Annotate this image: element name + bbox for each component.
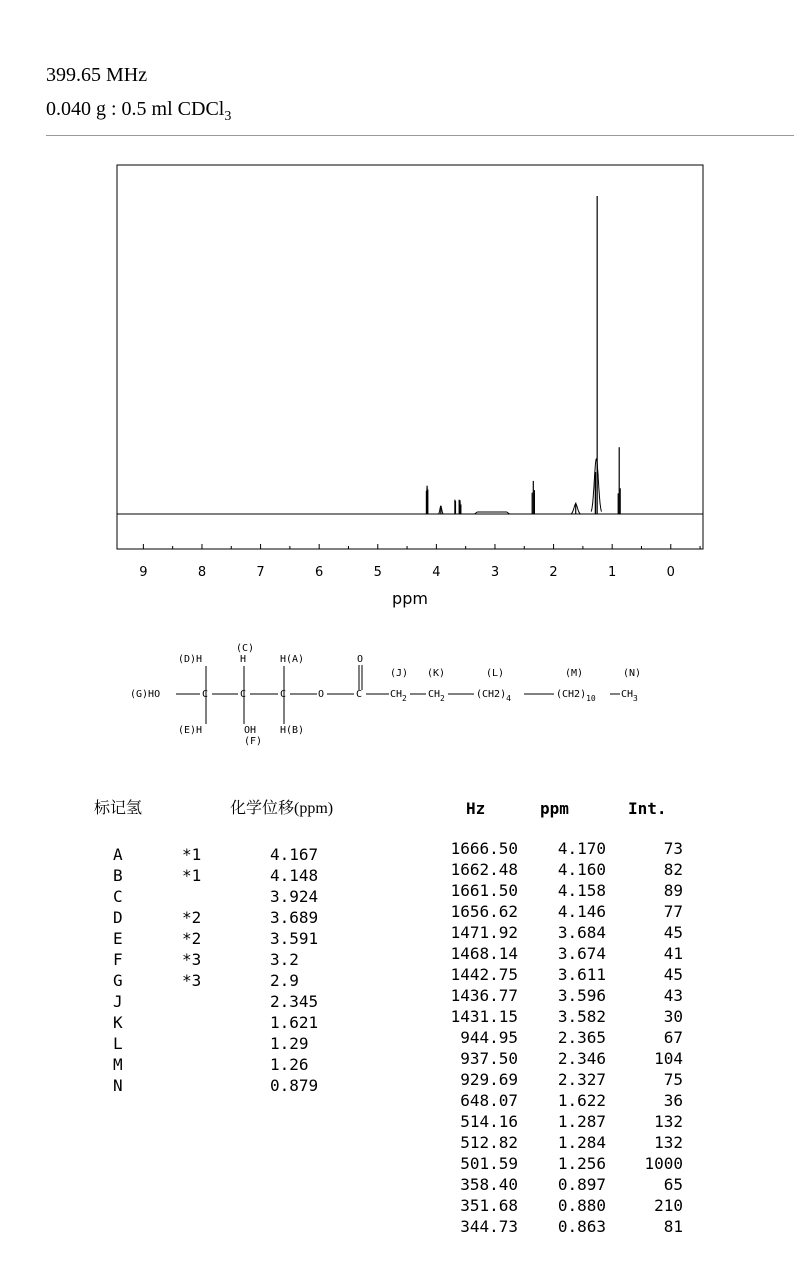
peak-int: 1000 bbox=[644, 1154, 683, 1173]
peak-ppm: 4.146 bbox=[557, 902, 606, 921]
atom-c3: C bbox=[280, 689, 287, 700]
assign-shift: 1.29 bbox=[270, 1034, 309, 1053]
assign-label: D bbox=[113, 908, 123, 927]
label-D: (D)H bbox=[178, 654, 203, 665]
group-ch3-n: $CH_3$ bbox=[621, 689, 638, 703]
peak-ppm: 0.897 bbox=[557, 1175, 606, 1194]
assign-label: B bbox=[113, 866, 123, 885]
peak-int: 210 bbox=[654, 1196, 683, 1215]
peak-hz: 1656.62 bbox=[450, 902, 518, 921]
label-M: (M) bbox=[565, 668, 584, 679]
sample-text: 0.040 g : 0.5 ml CDCl bbox=[46, 98, 225, 120]
label-J: (J) bbox=[390, 668, 409, 679]
assign-shift: 2.9 bbox=[270, 971, 299, 990]
assign-note: *2 bbox=[182, 929, 202, 948]
atom-o-ester: O bbox=[318, 689, 325, 700]
peak-header-int: Int. bbox=[628, 799, 667, 818]
label-B: H(B) bbox=[280, 725, 305, 736]
peak-int: 45 bbox=[663, 923, 683, 942]
assign-label: J bbox=[113, 992, 123, 1011]
peak-int: 77 bbox=[663, 902, 683, 921]
peak-hz: 344.73 bbox=[460, 1217, 518, 1236]
group-ch2-k: $CH_2$ bbox=[428, 689, 445, 703]
atom-c4: C bbox=[356, 689, 363, 700]
label-O-top: O bbox=[357, 654, 364, 665]
assign-header-label: 标记氢 bbox=[94, 800, 143, 817]
peak-ppm: 3.596 bbox=[557, 986, 606, 1005]
x-tick-label: 0 bbox=[666, 565, 675, 580]
peak-ppm: 1.256 bbox=[557, 1154, 606, 1173]
label-F: (F) bbox=[244, 736, 263, 747]
assign-shift: 3.924 bbox=[270, 887, 319, 906]
x-tick-label: 6 bbox=[315, 565, 324, 580]
peak-int: 43 bbox=[663, 986, 683, 1005]
assign-shift: 0.879 bbox=[270, 1076, 319, 1095]
peak-hz: 514.16 bbox=[460, 1112, 518, 1131]
peak-int: 45 bbox=[663, 965, 683, 984]
assign-label: K bbox=[113, 1013, 123, 1032]
peak-hz: 648.07 bbox=[460, 1091, 518, 1110]
sample-subscript: 3 bbox=[224, 109, 232, 124]
assign-shift: 4.148 bbox=[270, 866, 319, 885]
assign-shift: 3.689 bbox=[270, 908, 319, 927]
peak-hz: 1662.48 bbox=[450, 860, 518, 879]
assign-label: F bbox=[113, 950, 123, 969]
atom-c2: C bbox=[240, 689, 247, 700]
peak-int: 41 bbox=[663, 944, 683, 963]
peak-ppm: 2.365 bbox=[557, 1028, 606, 1047]
peak-ppm: 4.158 bbox=[557, 881, 606, 900]
assign-shift: 1.621 bbox=[270, 1013, 319, 1032]
label-C-H: H bbox=[240, 654, 247, 665]
peak-hz: 1431.15 bbox=[450, 1007, 518, 1026]
assign-note: *3 bbox=[182, 971, 202, 990]
label-K: (K) bbox=[427, 668, 446, 679]
peak-hz: 1471.92 bbox=[450, 923, 518, 942]
peak-hz: 501.59 bbox=[460, 1154, 518, 1173]
peak-hz: 1442.75 bbox=[450, 965, 518, 984]
x-tick-label: 4 bbox=[432, 565, 441, 580]
group-ch2-m: $(CH2)_{10}$ bbox=[556, 689, 596, 703]
peak-ppm: 3.674 bbox=[557, 944, 606, 963]
peak-hz: 512.82 bbox=[460, 1133, 518, 1152]
assign-label: C bbox=[113, 887, 123, 906]
peak-ppm: 4.160 bbox=[557, 860, 606, 879]
peak-header-ppm: ppm bbox=[540, 799, 569, 818]
x-tick-label: 1 bbox=[608, 565, 617, 580]
assign-label: L bbox=[113, 1034, 123, 1053]
label-E: (E)H bbox=[178, 725, 203, 736]
peak-int: 36 bbox=[663, 1091, 683, 1110]
peak-hz: 1468.14 bbox=[450, 944, 518, 963]
peak-int: 73 bbox=[663, 839, 683, 858]
x-tick-label: 8 bbox=[197, 565, 207, 580]
assign-header-shift: 化学位移(ppm) bbox=[230, 800, 334, 817]
peak-ppm: 1.287 bbox=[557, 1112, 606, 1131]
peak-ppm: 0.880 bbox=[557, 1196, 606, 1215]
peak-int: 104 bbox=[654, 1049, 683, 1068]
peak-ppm: 4.170 bbox=[557, 839, 606, 858]
peak-ppm: 1.284 bbox=[557, 1133, 606, 1152]
peak-int: 89 bbox=[663, 881, 683, 900]
peak-int: 132 bbox=[654, 1133, 683, 1152]
assign-label: G bbox=[113, 971, 123, 990]
label-A: H(A) bbox=[280, 654, 305, 665]
assign-shift: 3.2 bbox=[270, 950, 299, 969]
peak-hz: 1666.50 bbox=[450, 839, 518, 858]
assign-note: *3 bbox=[182, 950, 202, 969]
assign-note: *2 bbox=[182, 908, 202, 927]
x-tick-label: 7 bbox=[256, 565, 265, 580]
x-tick-label: 9 bbox=[139, 565, 148, 580]
x-tick-label: 5 bbox=[373, 565, 382, 580]
peak-hz: 937.50 bbox=[460, 1049, 518, 1068]
x-tick-label: 2 bbox=[549, 565, 558, 580]
label-F-OH: OH bbox=[244, 725, 257, 736]
peak-hz: 1661.50 bbox=[450, 881, 518, 900]
assign-shift: 1.26 bbox=[270, 1055, 309, 1074]
peak-hz: 358.40 bbox=[460, 1175, 518, 1194]
assign-note: *1 bbox=[182, 845, 202, 864]
atom-c1: C bbox=[202, 689, 209, 700]
peak-ppm: 3.582 bbox=[557, 1007, 606, 1026]
label-C: (C) bbox=[236, 643, 255, 654]
peak-ppm: 3.611 bbox=[557, 965, 606, 984]
group-ch2-j: $CH_2$ bbox=[390, 689, 407, 703]
assign-note: *1 bbox=[182, 866, 202, 885]
peak-ppm: 2.327 bbox=[557, 1070, 606, 1089]
peak-hz: 1436.77 bbox=[450, 986, 518, 1005]
peak-ppm: 1.622 bbox=[557, 1091, 606, 1110]
assign-label: M bbox=[113, 1055, 123, 1074]
peak-int: 30 bbox=[663, 1007, 683, 1026]
peak-hz: 929.69 bbox=[460, 1070, 518, 1089]
x-tick-label: 3 bbox=[490, 565, 500, 580]
label-N: (N) bbox=[623, 668, 642, 679]
peak-int: 65 bbox=[663, 1175, 683, 1194]
assign-label: E bbox=[113, 929, 123, 948]
peak-ppm: 3.684 bbox=[557, 923, 606, 942]
label-L: (L) bbox=[486, 668, 505, 679]
group-ch2-l: $(CH2)_4$ bbox=[476, 689, 511, 703]
assign-label: N bbox=[113, 1076, 123, 1095]
spectrometer-frequency: 399.65 MHz bbox=[46, 64, 148, 86]
peak-int: 82 bbox=[663, 860, 683, 879]
x-axis-label: ppm bbox=[392, 589, 428, 608]
assign-shift: 4.167 bbox=[270, 845, 319, 864]
peak-int: 67 bbox=[663, 1028, 683, 1047]
assign-shift: 3.591 bbox=[270, 929, 319, 948]
label-G: (G)HO bbox=[130, 689, 161, 700]
peak-header-hz: Hz bbox=[466, 799, 486, 818]
peak-ppm: 2.346 bbox=[557, 1049, 606, 1068]
peak-int: 132 bbox=[654, 1112, 683, 1131]
peak-hz: 351.68 bbox=[460, 1196, 518, 1215]
peak-int: 75 bbox=[663, 1070, 683, 1089]
peak-hz: 944.95 bbox=[460, 1028, 518, 1047]
assign-shift: 2.345 bbox=[270, 992, 319, 1011]
peak-int: 81 bbox=[663, 1217, 683, 1236]
assign-label: A bbox=[113, 845, 123, 864]
peak-ppm: 0.863 bbox=[557, 1217, 606, 1236]
